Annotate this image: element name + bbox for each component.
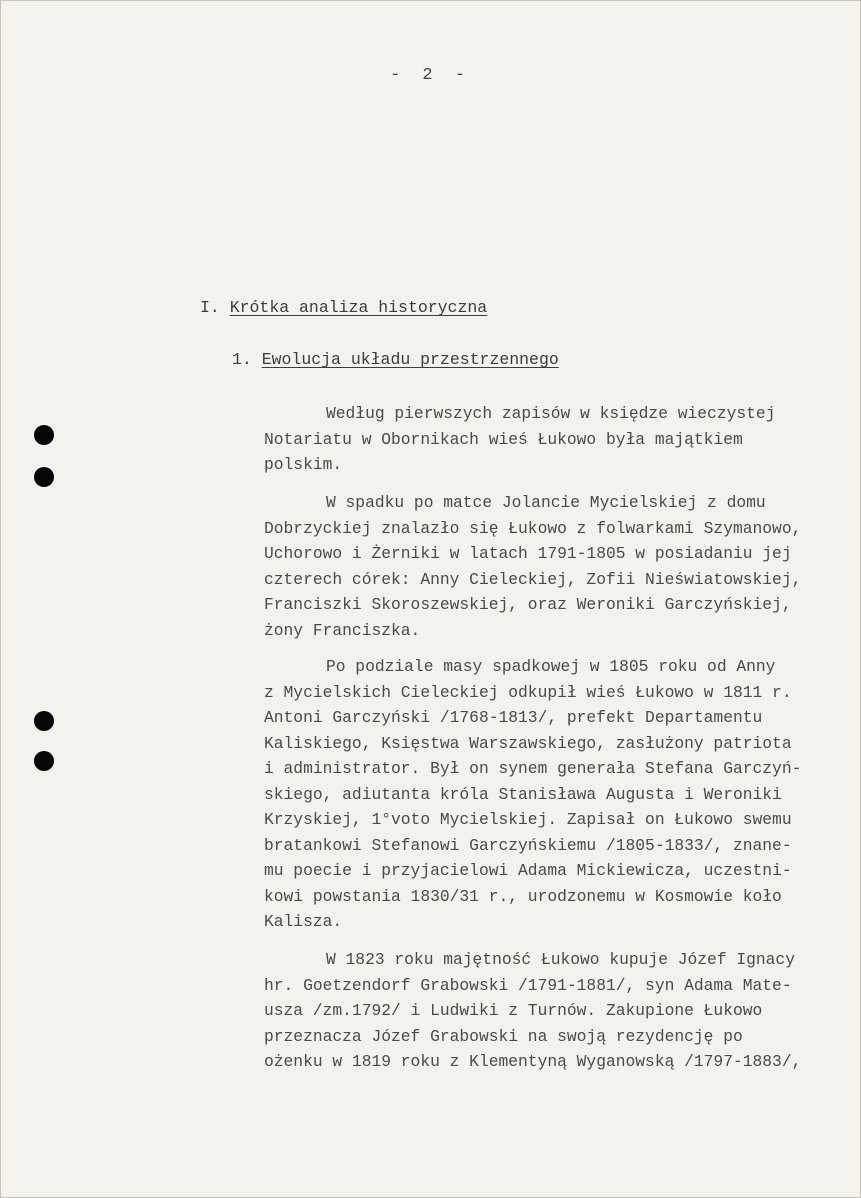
sub-heading-title: Ewolucja układu przestrzennego — [261, 350, 559, 369]
paragraph-line: Franciszki Skoroszewskiej, oraz Weroniki Garczyńskiej, — [264, 595, 792, 614]
paragraph-line: Według pierwszych zapisów w księdze wieczystej — [326, 404, 776, 423]
paragraph-line: i administrator. Był on synem generała Stefana Garczyń- — [264, 759, 802, 778]
sub-heading — [232, 350, 559, 369]
paragraph-line: żony Franciszka. — [264, 620, 421, 640]
paragraph-4 — [264, 947, 861, 1075]
paragraph-line: Dobrzyckiej znalazło się Łukowo z folwarkami Szymanowo, — [264, 518, 802, 538]
page-number: - 2 - — [389, 66, 471, 85]
punch-hole — [34, 711, 54, 731]
paragraph-line: W 1823 roku majętność Łukowo kupuje Józef Ignacy — [326, 950, 795, 969]
section-title: Krótka analiza historyczna — [229, 298, 488, 317]
sub-heading-number: 1. — [232, 350, 252, 369]
paragraph-1 — [264, 401, 861, 478]
paragraph-line: Kalisza. — [264, 912, 343, 931]
paragraph-line: Notariatu w Obornikach wieś Łukowo była majątkiem — [264, 429, 743, 449]
paragraph-line: mu poecie i przyjacielowi Adama Mickiewicza, uczestni- — [264, 861, 792, 880]
punch-hole — [34, 751, 54, 771]
paragraph-line: Kaliskiego, Księstwa Warszawskiego, zasłużony patriota — [264, 733, 792, 753]
paragraph-line: usza /zm.1792/ i Ludwiki z Turnów. Zakupione Łukowo — [264, 1001, 763, 1020]
paragraph-line: przeznacza Józef Grabowski na swoją rezydencję po — [264, 1026, 743, 1046]
paragraph-line: ożenku w 1819 roku z Klementyną Wyganowską /1797-1883/, — [264, 1052, 802, 1071]
paragraph-line: hr. Goetzendorf Grabowski /1791-1881/, syn Adama Mate- — [264, 975, 792, 995]
paragraph-line: bratankowi Stefanowi Garczyńskiemu /1805-1833/, znane- — [264, 835, 792, 855]
paragraph-line: skiego, adiutanta króla Stanisława Augusta i Weroniki — [264, 784, 782, 804]
paragraph-line: polskim. — [264, 455, 343, 474]
paragraph-line: czterech córek: Anny Cieleckiej, Zofii Nieświatowskiej, — [264, 569, 802, 589]
paragraph-line: W spadku po matce Jolancie Mycielskiej z domu — [326, 493, 766, 512]
paragraph-2 — [264, 490, 861, 643]
paragraph-line: kowi powstania 1830/31 r., urodzonemu w Kosmowie koło — [264, 886, 782, 906]
paragraph-line: Uchorowo i Żerniki w latach 1791-1805 w posiadaniu jej — [264, 544, 792, 563]
section-number: I. — [200, 298, 220, 317]
paragraph-line: z Mycielskich Cieleckiej odkupił wieś Łukowo w 1811 r. — [264, 682, 792, 702]
paragraph-3 — [264, 654, 861, 935]
punch-hole — [34, 467, 54, 487]
paragraph-line: Po podziale masy spadkowej w 1805 roku od Anny — [326, 657, 776, 676]
paragraph-line: Antoni Garczyński /1768-1813/, prefekt Departamentu — [264, 708, 763, 727]
punch-hole — [34, 425, 54, 445]
paragraph-line: Krzyskiej, 1°voto Mycielskiej. Zapisał on Łukowo swemu — [264, 810, 792, 829]
section-heading — [200, 298, 487, 317]
